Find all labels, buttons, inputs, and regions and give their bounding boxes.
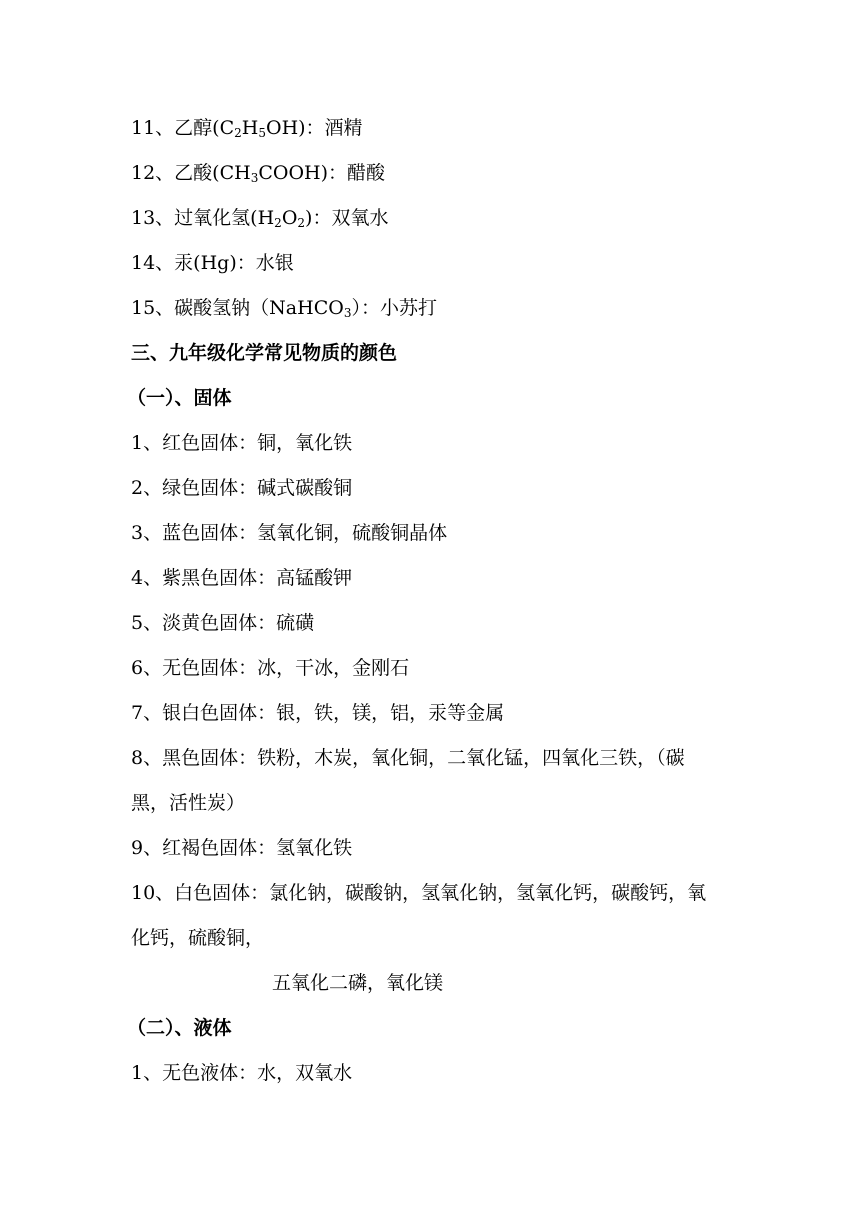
list-item: 6、无色固体：冰，干冰，金刚石 xyxy=(131,657,410,679)
list-item-continuation: 黑，活性炭） xyxy=(131,792,246,814)
alias-item-sodium-bicarbonate xyxy=(131,296,437,320)
alias-item-mercury xyxy=(131,251,294,275)
item-text: OH)：酒精 xyxy=(266,117,363,139)
alias-item-ethanol xyxy=(131,116,363,140)
item-text: 13、过氧化氢(H xyxy=(131,207,275,229)
item-text: )：双氧水 xyxy=(305,207,389,229)
list-item: 8、黑色固体：铁粉，木炭，氧化铜，二氧化锰，四氧化三铁，（碳 xyxy=(131,747,685,769)
item-text: ）：小苏打 xyxy=(351,297,437,319)
item-text: 14、汞(Hg)：水银 xyxy=(131,252,294,274)
list-item-continuation: 化钙，硫酸铜， xyxy=(131,927,265,949)
item-text: 15、碳酸氢钠（NaHCO xyxy=(131,297,344,319)
item-text: O xyxy=(281,207,298,229)
subsection-heading-solid: （一）、固体 xyxy=(127,387,232,409)
list-item: 3、蓝色固体：氢氧化铜，硫酸铜晶体 xyxy=(131,522,448,544)
subscript: 3 xyxy=(250,171,259,185)
list-item: 1、红色固体：铜，氧化铁 xyxy=(131,432,353,454)
list-item-continuation: 五氧化二磷，氧化镁 xyxy=(272,972,444,994)
alias-item-hydrogen-peroxide xyxy=(131,206,388,230)
list-item: 9、红褐色固体：氢氧化铁 xyxy=(131,837,353,859)
subscript: 2 xyxy=(234,126,242,140)
item-text: COOH)：醋酸 xyxy=(258,162,386,184)
subscript: 2 xyxy=(274,216,282,230)
list-item: 7、银白色固体：银，铁，镁，铝，汞等金属 xyxy=(131,702,505,724)
list-item: 1、无色液体：水，双氧水 xyxy=(131,1062,353,1084)
list-item: 10、白色固体：氯化钠，碳酸钠，氢氧化钠，氢氧化钙，碳酸钙，氧 xyxy=(131,882,707,904)
item-text: 11、乙醇(C xyxy=(131,117,235,139)
item-text: 12、乙酸(CH xyxy=(131,162,251,184)
list-item: 4、紫黑色固体：高锰酸钾 xyxy=(131,567,353,589)
subsection-heading-liquid: （二）、液体 xyxy=(127,1017,232,1039)
list-item: 5、淡黄色固体：硫磺 xyxy=(131,612,315,634)
subscript: 5 xyxy=(258,126,266,140)
subscript: 2 xyxy=(297,216,306,230)
alias-item-acetic-acid xyxy=(131,161,385,185)
subscript: 3 xyxy=(343,306,352,320)
list-item: 2、绿色固体：碱式碳酸铜 xyxy=(131,477,353,499)
item-text: H xyxy=(241,117,259,139)
section-title: 三、九年级化学常见物质的颜色 xyxy=(131,342,398,364)
